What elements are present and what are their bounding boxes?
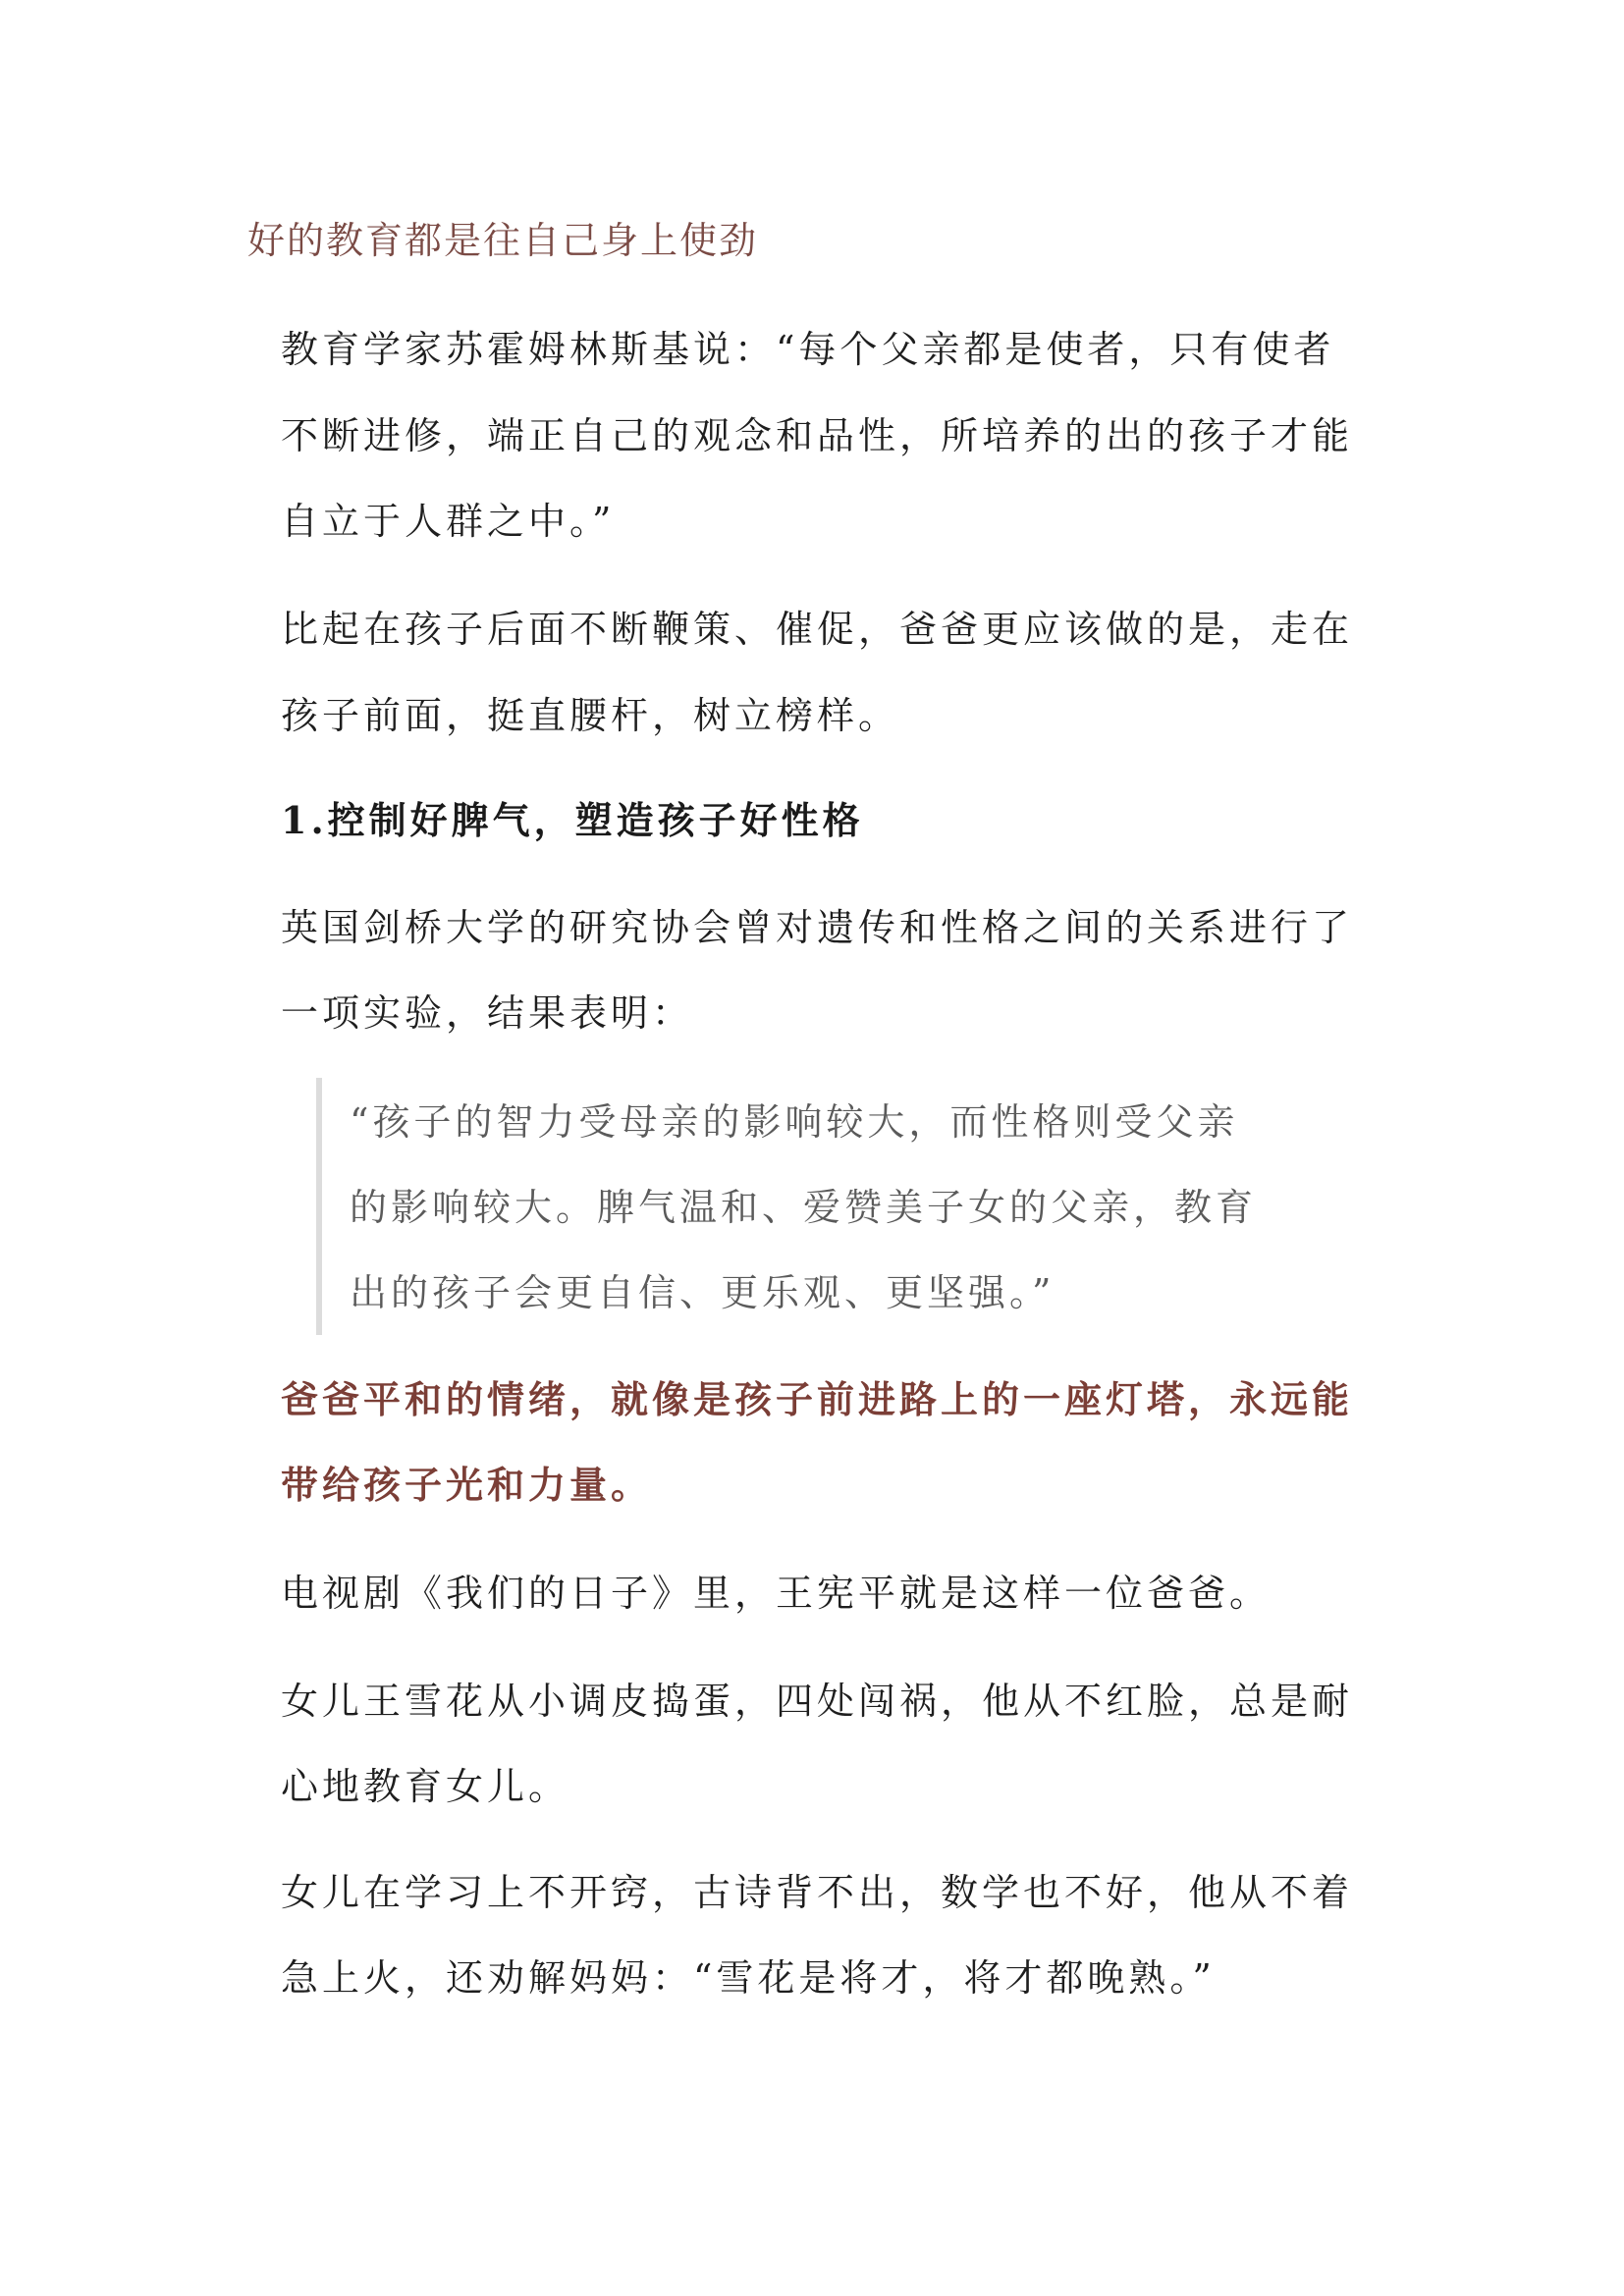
paragraph-line: 自立于人群之中。” bbox=[281, 500, 616, 543]
paragraph-line: 电视剧《我们的日子》里，王宪平就是这样一位爸爸。 bbox=[281, 1572, 1272, 1615]
paragraph-line: 女儿王雪花从小调皮捣蛋，四处闯祸，他从不红脸，总是耐 bbox=[281, 1680, 1354, 1723]
paragraph-line: 教育学家苏霍姆林斯基说：“每个父亲都是使者，只有使者 bbox=[281, 328, 1335, 371]
subheading: 1.控制好脾气，塑造孩子好性格 bbox=[281, 798, 864, 842]
paragraph-line: 急上火，还劝解妈妈：“雪花是将才，将才都晚熟。” bbox=[281, 1956, 1216, 2000]
paragraph-line: 不断进修，端正自己的观念和品性，所培养的出的孩子才能 bbox=[281, 414, 1354, 457]
paragraph-line: 一项实验，结果表明： bbox=[281, 991, 694, 1035]
emphasis-line: 带给孩子光和力量。 bbox=[281, 1463, 653, 1507]
paragraph-line: 比起在孩子后面不断鞭策、催促，爸爸更应该做的是，走在 bbox=[281, 608, 1354, 651]
blockquote-line: 出的孩子会更自信、更乐观、更坚强。” bbox=[350, 1271, 1056, 1314]
section-title: 好的教育都是往自己身上使劲 bbox=[247, 219, 759, 262]
paragraph-line: 女儿在学习上不开窍，古诗背不出，数学也不好，他从不着 bbox=[281, 1871, 1354, 1914]
paragraph-line: 英国剑桥大学的研究协会曾对遗传和性格之间的关系进行了 bbox=[281, 906, 1354, 949]
blockquote-line: 的影响较大。脾气温和、爱赞美子女的父亲，教育 bbox=[350, 1186, 1258, 1229]
blockquote-line: “孩子的智力受母亲的影响较大，而性格则受父亲 bbox=[350, 1100, 1239, 1144]
blockquote-bar bbox=[316, 1078, 322, 1335]
paragraph-line: 心地教育女儿。 bbox=[281, 1765, 570, 1808]
emphasis-line: 爸爸平和的情绪，就像是孩子前进路上的一座灯塔，永远能 bbox=[281, 1377, 1354, 1421]
paragraph-line: 孩子前面，挺直腰杆，树立榜样。 bbox=[281, 694, 900, 737]
